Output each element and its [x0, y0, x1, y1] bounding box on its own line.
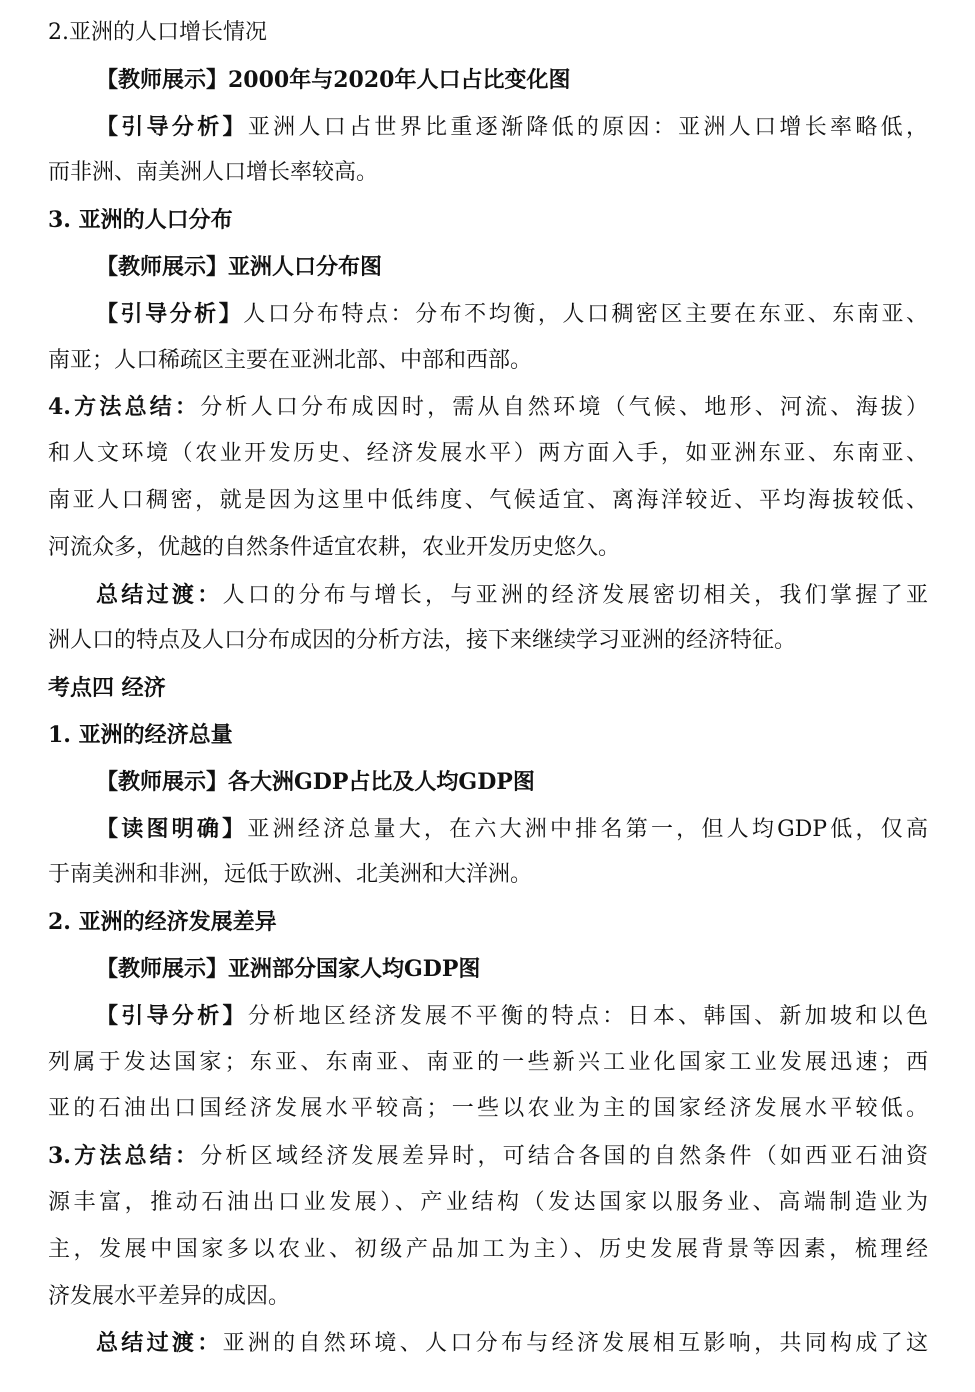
paragraph-line: 于南美洲和非洲，远低于欧洲、北美洲和大洋洲。 — [48, 862, 533, 888]
teacher-display-line: 【教师展示】亚洲人口分布图 — [96, 253, 383, 280]
paragraph-line: 和人文环境（农业开发历史、经济发展水平）两方面入手，如亚洲东亚、东南亚、 — [48, 441, 928, 467]
paragraph-line: 洲人口的特点及人口分布成因的分析方法，接下来继续学习亚洲的经济特征。 — [48, 628, 797, 654]
paragraph-line: 南亚人口稠密，就是因为这里中低纬度、气候适宜、离海洋较近、平均海拔较低、 — [48, 487, 928, 513]
paragraph-line: 主，发展中国家多以农业、初级产品加工为主）、历史发展背景等因素，梳理经 — [48, 1236, 928, 1262]
subheading-population-growth: 2.亚洲的人口增长情况 — [48, 20, 267, 45]
method-summary-paragraph: 3.方法总结：分析区域经济发展差异时，可结合各国的自然条件（如西亚石油资 — [48, 1143, 928, 1170]
subheading-population-distribution: 3. 亚洲的人口分布 — [48, 207, 233, 234]
paragraph-line: 而非洲、南美洲人口增长率较高。 — [48, 160, 379, 186]
section-heading-economy: 考点四 经济 — [48, 675, 166, 702]
subheading-economic-total: 1. 亚洲的经济总量 — [48, 721, 233, 748]
paragraph-line: 亚的石油出口国经济发展水平较高；一些以农业为主的国家经济发展水平较低。 — [48, 1096, 928, 1122]
guided-analysis-paragraph: 【引导分析】亚洲人口占世界比重逐渐降低的原因：亚洲人口增长率略低， — [96, 113, 928, 140]
teacher-display-line: 【教师展示】各大洲GDP占比及人均GDP图 — [96, 768, 535, 795]
document-body — [48, 10, 928, 1367]
guided-analysis-paragraph: 【引导分析】分析地区经济发展不平衡的特点：日本、韩国、新加坡和以色 — [96, 1002, 928, 1029]
paragraph-line: 列属于发达国家；东亚、东南亚、南亚的一些新兴工业化国家工业发展迅速；西 — [48, 1049, 928, 1075]
paragraph-line: 河流众多，优越的自然条件适宜农耕，农业开发历史悠久。 — [48, 534, 621, 560]
subheading-economic-differences: 2. 亚洲的经济发展差异 — [48, 909, 277, 936]
guided-analysis-paragraph: 【引导分析】人口分布特点：分布不均衡，人口稠密区主要在东亚、东南亚、 — [96, 300, 928, 327]
method-summary-paragraph: 4.方法总结：分析人口分布成因时，需从自然环境（气候、地形、河流、海拔） — [48, 394, 928, 421]
teacher-display-line: 【教师展示】2000年与2020年人口占比变化图 — [96, 66, 571, 93]
teacher-display-line: 【教师展示】亚洲部分国家人均GDP图 — [96, 955, 481, 982]
summary-transition-paragraph: 总结过渡：亚洲的自然环境、人口分布与经济发展相互影响，共同构成了这 — [96, 1330, 928, 1357]
summary-transition-paragraph: 总结过渡：人口的分布与增长，与亚洲的经济发展密切相关，我们掌握了亚 — [96, 581, 928, 608]
paragraph-line: 济发展水平差异的成因。 — [48, 1283, 291, 1309]
paragraph-line: 南亚；人口稀疏区主要在亚洲北部、中部和西部。 — [48, 347, 533, 373]
paragraph-line: 源丰富，推动石油出口业发展）、产业结构（发达国家以服务业、高端制造业为 — [48, 1189, 928, 1215]
map-reading-paragraph: 【读图明确】亚洲经济总量大，在六大洲中排名第一，但人均GDP低，仅高 — [96, 815, 928, 842]
